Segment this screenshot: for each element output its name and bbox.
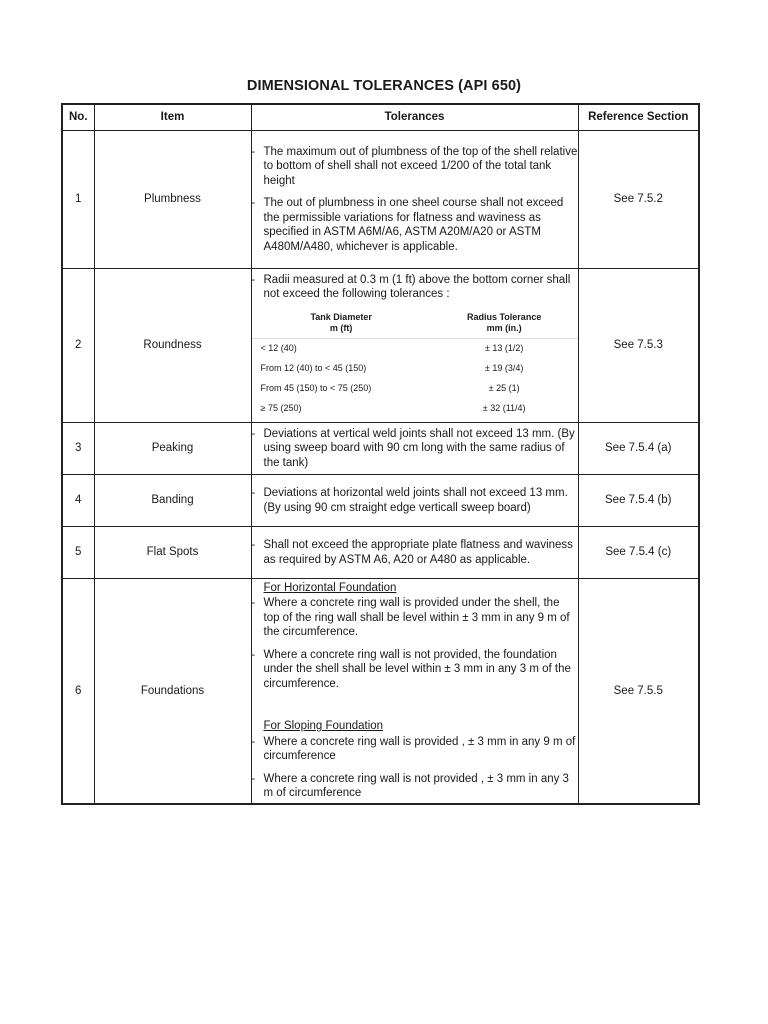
header-reference: Reference Section	[578, 104, 699, 131]
row-tolerances	[251, 475, 578, 527]
tolerance-bullet	[252, 486, 578, 515]
radius-table-row	[252, 338, 578, 359]
row-tolerances	[251, 269, 578, 423]
radius-table-row	[252, 379, 578, 399]
row-reference: See 7.5.5	[578, 579, 699, 804]
radius-tolerance-header-label: Radius Tolerance	[466, 311, 542, 322]
table-row	[62, 527, 699, 579]
table-row	[62, 579, 699, 804]
radius-tolerance-header	[431, 312, 578, 339]
row-number: 1	[62, 131, 94, 269]
sloping-foundation-heading: For Sloping Foundation	[263, 720, 384, 733]
bullet-text: Shall not exceed the appropriate plate flatness and waviness as required by ASTM A6, A20 or A480 as applicable.	[263, 539, 573, 566]
row-item: Plumbness	[94, 131, 251, 269]
tolerance-bullet	[252, 538, 578, 567]
tolerance-bullet	[252, 427, 578, 471]
row-number: 2	[62, 269, 94, 423]
bullet-dash: -	[251, 648, 256, 661]
row-tolerances	[251, 423, 578, 475]
header-item: Item	[94, 104, 251, 131]
tank-diameter-header-label: Tank Diameter	[310, 311, 372, 322]
tolerance-bullet	[252, 772, 578, 801]
header-no: No.	[62, 104, 94, 131]
bullet-dash: -	[251, 487, 256, 499]
radius-tolerance-value: ± 13 (1/2)	[484, 343, 524, 353]
bullet-dash: -	[251, 539, 256, 551]
row-reference: See 7.5.3	[578, 269, 699, 423]
tolerances-table	[61, 103, 700, 805]
tolerance-bullet	[252, 196, 578, 254]
bullet-text: Deviations at vertical weld joints shall not exceed 13 mm. (By using sweep board with 90 cm long with the same radius of the tank)	[263, 427, 575, 469]
bullet-dash: -	[251, 197, 256, 210]
row-number: 5	[62, 527, 94, 579]
radius-tolerance-table	[252, 312, 578, 419]
tolerance-bullet	[252, 648, 578, 692]
bullet-text: The out of plumbness in one sheel course shall not exceed the permissible variations for flatness and waviness as specified in ASTM A6M/A6, ASTM A20M/A20 or ASTM A480M/A480, whichever is applicable.	[263, 197, 564, 253]
bullet-text: Where a concrete ring wall is not provided , ± 3 mm in any 3 m of circumference	[263, 772, 569, 800]
bullet-text: Radii measured at 0.3 m (1 ft) above the bottom corner shall not exceed the following tolerances :	[263, 273, 571, 300]
bullet-text: Where a concrete ring wall is provided under the shell, the top of the ring wall shall be level within ± 3 mm in any 9 m of the circumference.	[263, 597, 570, 639]
table-header-row	[62, 104, 699, 131]
table-row	[62, 131, 699, 269]
bullet-text: Deviations at horizontal weld joints shall not exceed 13 mm. (By using 90 cm straight edge verticall sweep board)	[263, 487, 568, 514]
bullet-text: Where a concrete ring wall is provided , ± 3 mm in any 9 m of circumference	[263, 735, 576, 763]
tank-diameter-header-unit: m (ft)	[329, 322, 353, 333]
row-reference: See 7.5.4 (c)	[578, 527, 699, 579]
tank-diameter-header	[252, 312, 431, 339]
row-item: Foundations	[94, 579, 251, 804]
table-row	[62, 269, 699, 423]
row-reference: See 7.5.2	[578, 131, 699, 269]
tolerance-bullet	[252, 596, 578, 640]
row-tolerances	[251, 527, 578, 579]
tank-diameter-value: < 12 (40)	[260, 343, 297, 353]
row-item: Banding	[94, 475, 251, 527]
bullet-dash: -	[251, 772, 256, 785]
radius-tolerance-value: ± 25 (1)	[488, 383, 520, 393]
bullet-dash: -	[251, 145, 256, 158]
tolerance-bullet	[252, 273, 578, 302]
bullet-dash: -	[251, 597, 256, 610]
row-number: 6	[62, 579, 94, 804]
tank-diameter-value: ≥ 75 (250)	[260, 403, 302, 413]
bullet-text: The maximum out of plumbness of the top of the shell relative to bottom of shell shall not exceed 1/200 of the total tank height	[263, 145, 578, 187]
row-item: Flat Spots	[94, 527, 251, 579]
table-row	[62, 423, 699, 475]
tolerance-bullet	[252, 145, 578, 189]
header-tolerances: Tolerances	[251, 104, 578, 131]
bullet-dash: -	[251, 735, 256, 748]
bullet-dash: -	[251, 427, 256, 440]
row-tolerances	[251, 579, 578, 804]
table-row	[62, 475, 699, 527]
row-reference: See 7.5.4 (a)	[578, 423, 699, 475]
radius-table-row	[252, 399, 578, 419]
bullet-text: Where a concrete ring wall is not provided, the foundation under the shell shall be level within ± 3 mm in any 3 m of the circumference.	[263, 648, 571, 690]
row-reference: See 7.5.4 (b)	[578, 475, 699, 527]
radius-tolerance-value: ± 32 (11/4)	[482, 403, 526, 413]
tank-diameter-value: From 45 (150) to < 75 (250)	[260, 383, 372, 393]
tolerance-bullet	[252, 735, 578, 764]
radius-table-header	[252, 312, 578, 339]
radius-tolerance-header-unit: mm (in.)	[486, 322, 522, 333]
row-number: 3	[62, 423, 94, 475]
row-tolerances	[251, 131, 578, 269]
radius-tolerance-value: ± 19 (3/4)	[484, 363, 524, 373]
row-item: Peaking	[94, 423, 251, 475]
radius-table-row	[252, 359, 578, 379]
row-number: 4	[62, 475, 94, 527]
row-item: Roundness	[94, 269, 251, 423]
horizontal-foundation-heading: For Horizontal Foundation	[263, 581, 397, 594]
bullet-dash: -	[251, 273, 256, 286]
page-title: DIMENSIONAL TOLERANCES (API 650)	[246, 78, 522, 94]
tank-diameter-value: From 12 (40) to < 45 (150)	[260, 363, 367, 373]
